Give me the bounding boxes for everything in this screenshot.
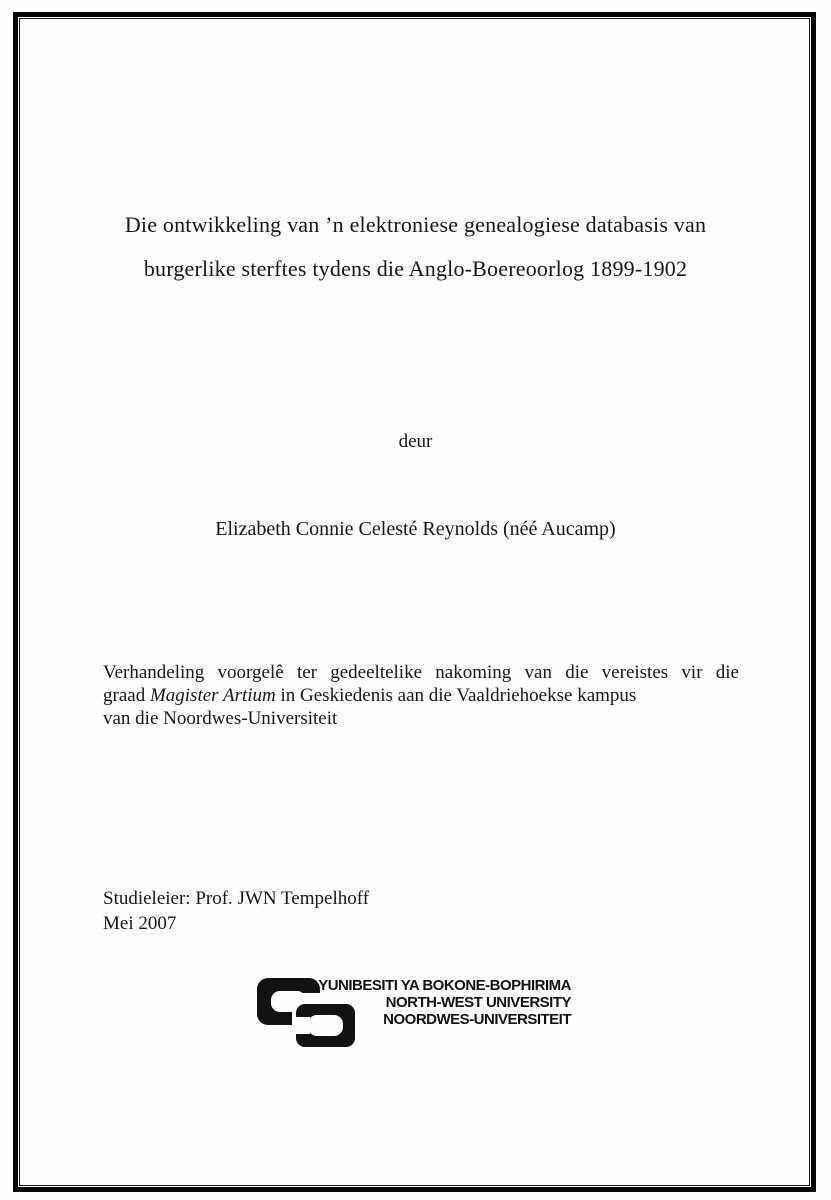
- degree-statement-line1: Verhandeling voorgelê ter gedeeltelike nakoming van die vereistes vir die: [103, 662, 739, 683]
- thesis-title-line2: burgerlike sterftes tydens die Anglo-Boereoorlog 1899-1902: [143, 256, 688, 281]
- degree-statement: [103, 661, 739, 730]
- logo-text-english: NORTH-WEST UNIVERSITY: [385, 994, 571, 1011]
- supervisor-line: Studieleier: Prof. JWN Tempelhoff: [103, 888, 370, 909]
- degree-statement-line2-prefix: graad: [103, 685, 150, 706]
- university-logo-text: [318, 977, 571, 1028]
- date-line: Mei 2007: [103, 913, 177, 934]
- logo-text-afrikaans: NOORDWES-UNIVERSITEIT: [383, 1011, 571, 1028]
- degree-statement-line3: van die Noordwes-Universiteit: [103, 708, 338, 729]
- byline-deur: deur: [398, 431, 433, 452]
- degree-name-italic: Magister Artium: [149, 685, 276, 706]
- degree-statement-line2: [103, 684, 739, 707]
- supervisor-block: [103, 886, 369, 936]
- degree-statement-line2-suffix: in Geskiedenis aan die Vaaldriehoekse kampus: [275, 685, 637, 706]
- logo-text-setswana: YUNIBESITI YA BOKONE-BOPHIRIMA: [318, 977, 571, 994]
- thesis-title: [0, 203, 831, 291]
- thesis-title-line1: Die ontwikkeling van ’n elektroniese genealogiese databasis van: [124, 212, 707, 237]
- author-name: Elizabeth Connie Celesté Reynolds (néé Aucamp): [215, 518, 616, 540]
